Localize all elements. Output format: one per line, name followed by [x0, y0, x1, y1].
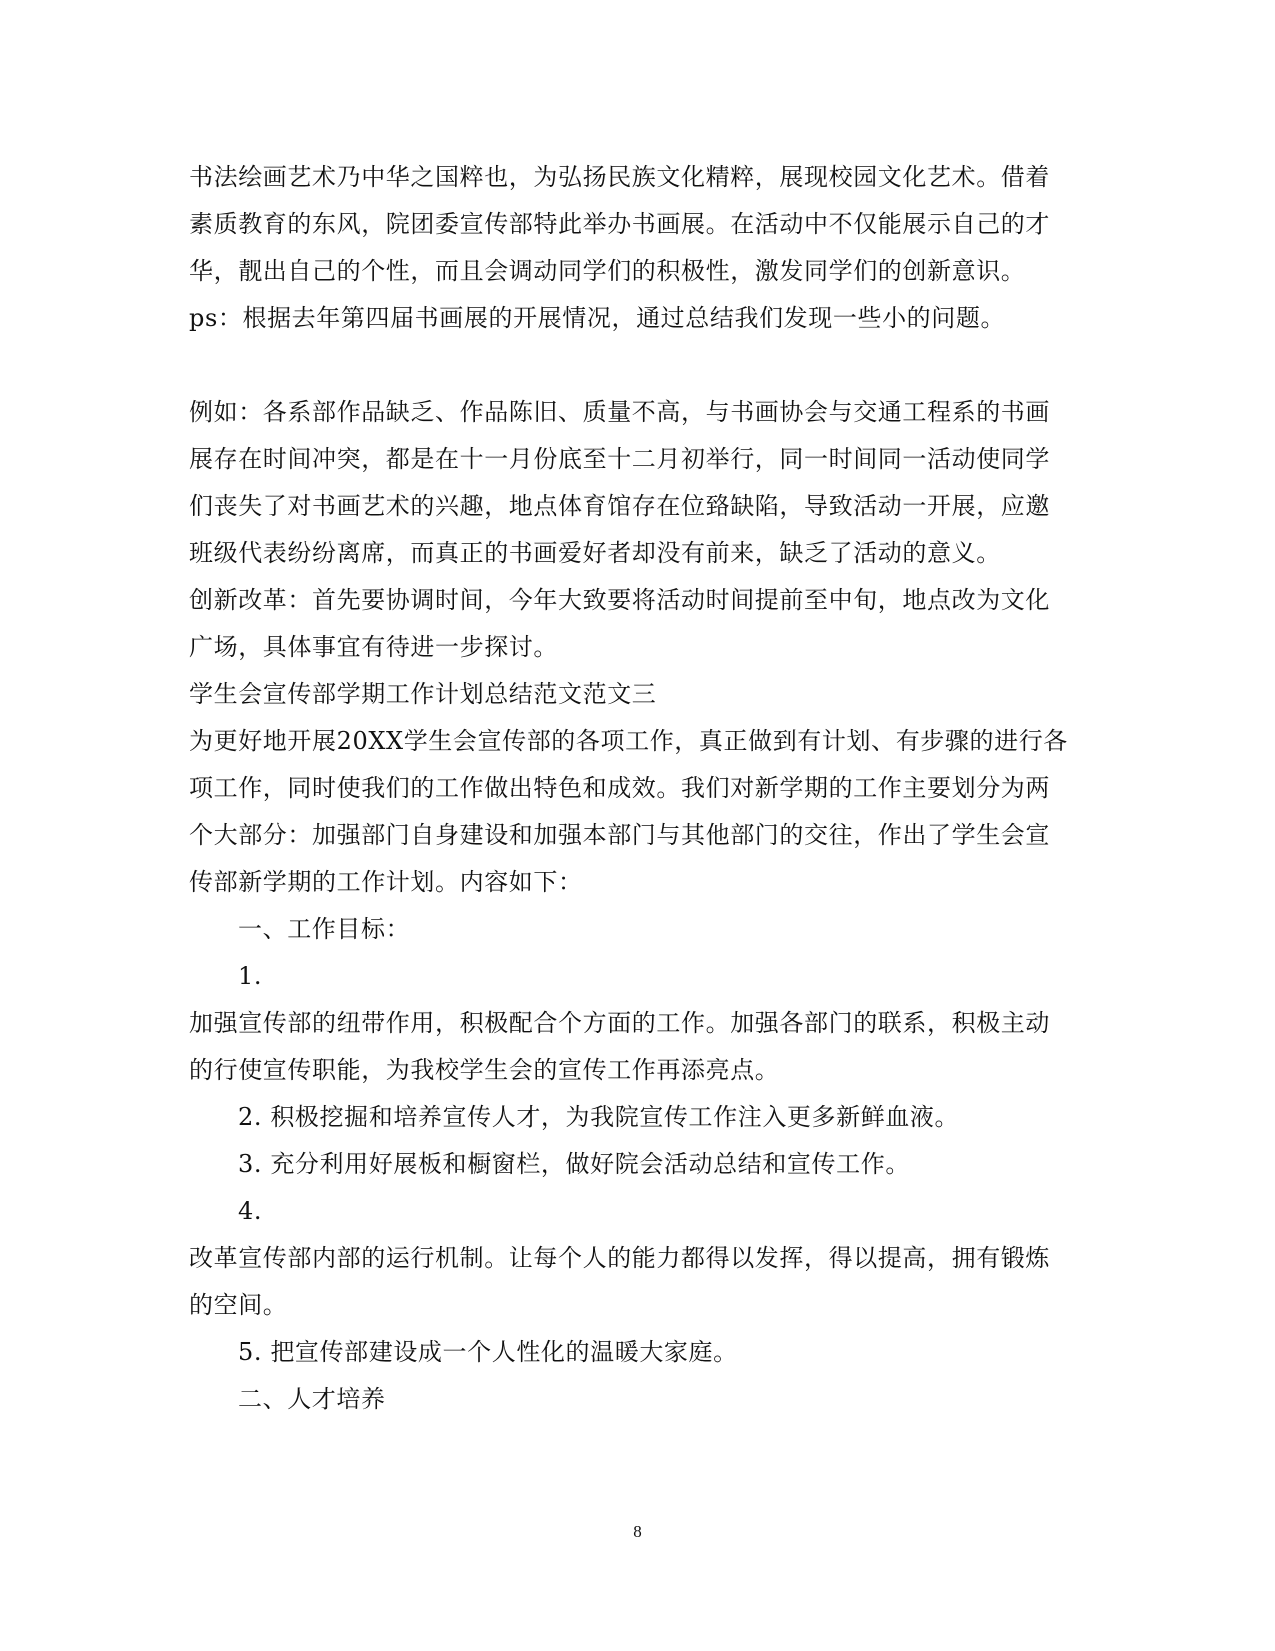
example-line-2: 展存在时间冲突，都是在十一月份底至十二月初举行，同一时间同一活动使同学 [189, 445, 1050, 473]
ps-line: ps：根据去年第四届书画展的开展情况，通过总结我们发现一些小的问题。 [189, 304, 1006, 332]
item-1-line-1: 加强宣传部的纽带作用，积极配合个方面的工作。加强各部门的联系，积极主动 [189, 1009, 1050, 1037]
example-line-4: 班级代表纷纷离席，而真正的书画爱好者却没有前来，缺乏了活动的意义。 [189, 539, 1001, 567]
item-4-number: 4. [238, 1197, 263, 1225]
reform-line-2: 广场，具体事宜有待进一步探讨。 [189, 633, 558, 661]
plan-intro-line-1: 为更好地开展20XX学生会宣传部的各项工作，真正做到有计划、有步骤的进行各 [189, 727, 1068, 755]
page-number: 8 [633, 1522, 642, 1541]
item-5: 5. 把宣传部建设成一个人性化的温暖大家庭。 [238, 1338, 738, 1366]
item-2: 2. 积极挖掘和培养宣传人才，为我院宣传工作注入更多新鲜血液。 [238, 1103, 960, 1131]
intro-line-1: 书法绘画艺术乃中华之国粹也，为弘扬民族文化精粹，展现校园文化艺术。借着 [189, 163, 1050, 191]
plan-intro-line-2: 项工作，同时使我们的工作做出特色和成效。我们对新学期的工作主要划分为两 [189, 774, 1050, 802]
item-1-number: 1. [238, 962, 263, 990]
reform-line-1: 创新改革：首先要协调时间，今年大致要将活动时间提前至中旬，地点改为文化 [189, 586, 1050, 614]
intro-line-3: 华，靓出自己的个性，而且会调动同学们的积极性，激发同学们的创新意识。 [189, 257, 1026, 285]
heading-work-goals: 一、工作目标： [238, 915, 411, 943]
intro-line-2: 素质教育的东风，院团委宣传部特此举办书画展。在活动中不仅能展示自己的才 [189, 210, 1050, 238]
item-4-line-2: 的空间。 [189, 1291, 288, 1319]
example-line-1: 例如：各系部作品缺乏、作品陈旧、质量不高，与书画协会与交通工程系的书画 [189, 398, 1050, 426]
heading-talent-training: 二、人才培养 [238, 1385, 386, 1413]
item-1-line-2: 的行使宣传职能，为我校学生会的宣传工作再添亮点。 [189, 1056, 780, 1084]
section-title: 学生会宣传部学期工作计划总结范文范文三 [189, 680, 657, 708]
plan-intro-line-4: 传部新学期的工作计划。内容如下： [189, 868, 583, 896]
item-4-line-1: 改革宣传部内部的运行机制。让每个人的能力都得以发挥，得以提高，拥有锻炼 [189, 1244, 1050, 1272]
example-line-3: 们丧失了对书画艺术的兴趣，地点体育馆存在位臵缺陷，导致活动一开展，应邀 [189, 492, 1050, 520]
item-3: 3. 充分利用好展板和橱窗栏，做好院会活动总结和宣传工作。 [238, 1150, 910, 1178]
plan-intro-line-3: 个大部分：加强部门自身建设和加强本部门与其他部门的交往，作出了学生会宣 [189, 821, 1050, 849]
